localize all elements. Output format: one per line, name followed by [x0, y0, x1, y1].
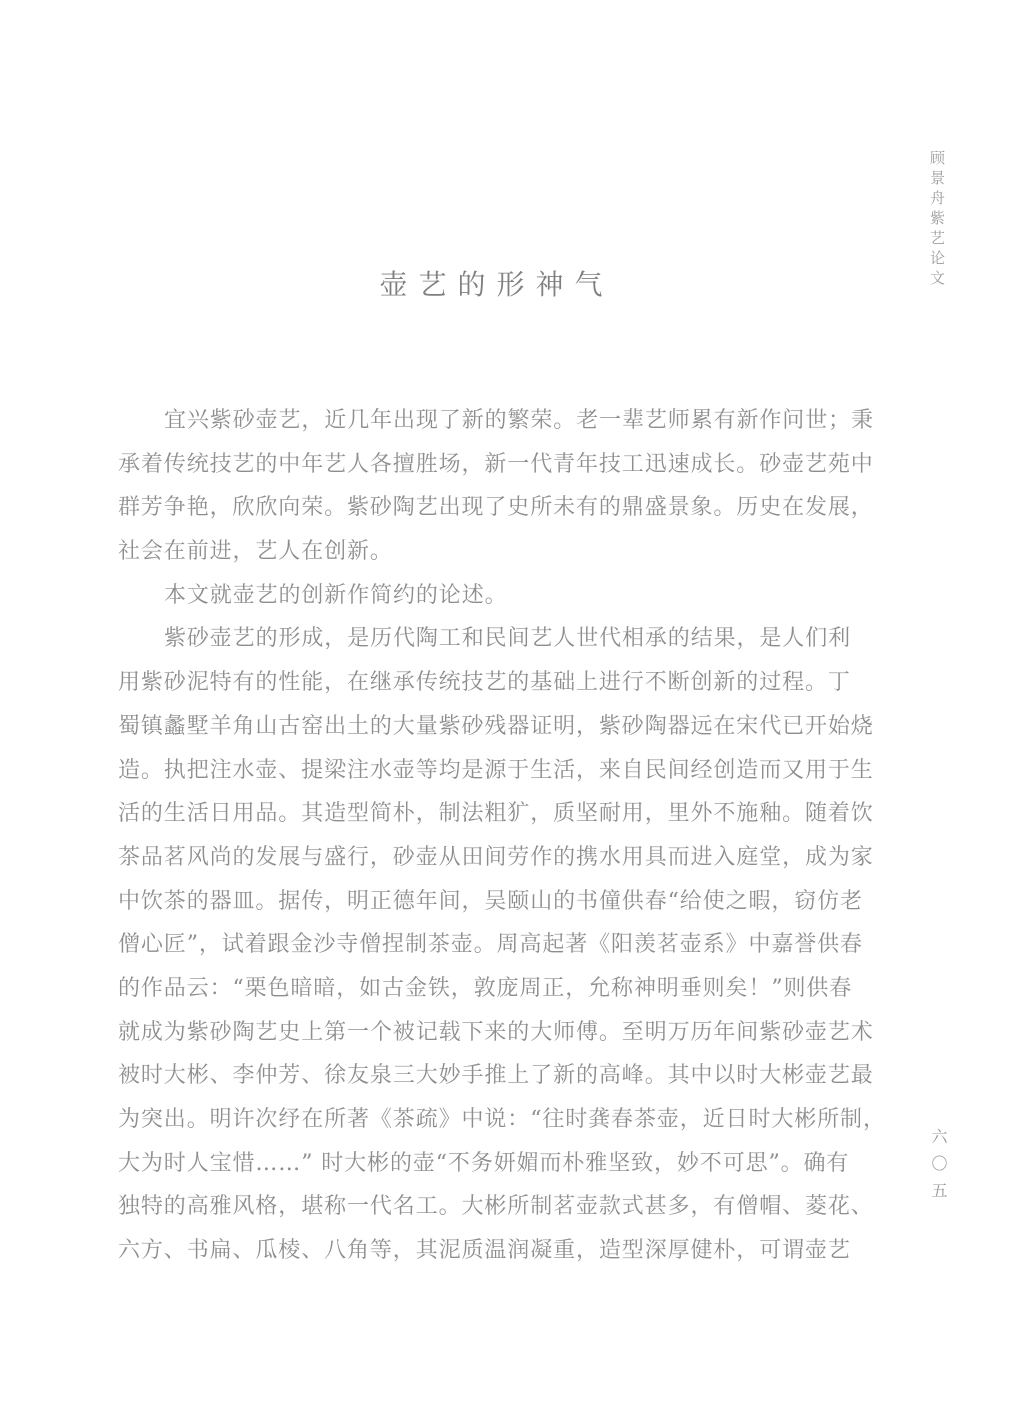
page-number: 六〇五 — [929, 1128, 948, 1209]
body-line: 独特的高雅风格，堪称一代名工。大彬所制茗壶款式甚多，有僧帽、菱花、 — [118, 1194, 874, 1220]
body-line: 茶品茗风尚的发展与盛行，砂壶从田间劳作的携水用具而进入庭堂，成为家 — [118, 844, 874, 870]
page-title: 壶艺的形神气 — [379, 268, 614, 301]
body-line: 用紫砂泥特有的性能，在继承传统技艺的基础上进行不断创新的过程。丁 — [118, 670, 851, 696]
body-line: 群芳争艳，欣欣向荣。紫砂陶艺出现了史所未有的鼎盛景象。历史在发展， — [118, 495, 874, 521]
body-line: 本文就壶艺的创新作简约的论述。 — [164, 582, 508, 608]
body-line: 僧心匠”，试着跟金沙寺僧捏制茶壶。周高起著《阳羡茗壶系》中嘉誉供春 — [118, 932, 863, 958]
body-line: 中饮茶的器皿。据传，明正德年间，吴颐山的书僮供春“给使之暇，窃仿老 — [118, 888, 863, 914]
body-line: 蜀镇蠡墅羊角山古窑出土的大量紫砂残器证明，紫砂陶器远在宋代已开始烧 — [118, 713, 874, 739]
body-line: 的作品云：“栗色暗暗，如古金铁，敦庞周正，允称神明垂则矣！”则供春 — [118, 975, 853, 1001]
body-line: 紫砂壶艺的形成，是历代陶工和民间艺人世代相承的结果，是人们利 — [164, 626, 852, 652]
body-text — [118, 399, 886, 1273]
body-line: 造。执把注水壶、提梁注水壶等均是源于生活，来自民间经创造而又用于生 — [118, 757, 874, 783]
body-line: 为突出。明许次纾在所著《茶疏》中说：“往时龚春茶壶，近日时大彬所制， — [118, 1107, 886, 1132]
body-line: 被时大彬、李仲芳、徐友泉三大妙手推上了新的高峰。其中以时大彬壶艺最 — [118, 1063, 874, 1089]
body-line: 大为时人宝惜……” 时大彬的壶“不务妍媚而朴雅坚致，妙不可思”。确有 — [118, 1150, 850, 1176]
running-header-vertical: 顾景舟紫艺论文 — [928, 150, 946, 290]
body-line: 社会在前进，艺人在创新。 — [118, 539, 393, 565]
body-line: 活的生活日用品。其造型简朴，制法粗犷，质坚耐用，里外不施釉。随着饮 — [118, 801, 874, 827]
body-line: 宜兴紫砂壶艺，近几年出现了新的繁荣。老一辈艺师累有新作问世；秉 — [164, 408, 874, 433]
body-line: 承着传统技艺的中年艺人各擅胜场，新一代青年技工迅速成长。砂壶艺苑中 — [118, 451, 874, 477]
body-line: 就成为紫砂陶艺史上第一个被记载下来的大师傅。至明万历年间紫砂壶艺术 — [118, 1019, 874, 1045]
body-line: 六方、书扁、瓜棱、八角等，其泥质温润凝重，造型深厚健朴，可谓壶艺 — [118, 1238, 851, 1264]
